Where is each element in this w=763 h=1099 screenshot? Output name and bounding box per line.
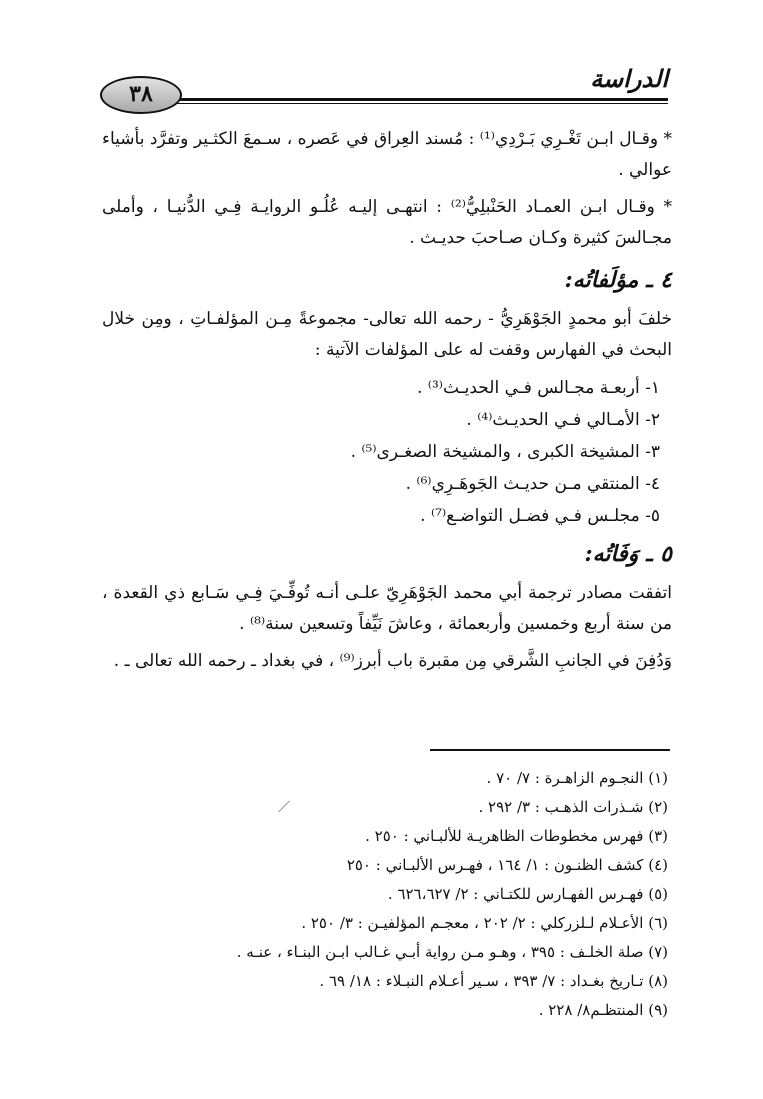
main-text: [102, 124, 672, 683]
footnote: (٨) تـاريخ بغـداد : ٧/ ٣٩٣ ، سـير أعـلام النبـلاء : ١٨/ ٦٩ .: [319, 972, 668, 990]
header-rule: [170, 98, 668, 101]
footnote: (١) النجـوم الزاهـرة : ٧/ ٧٠ .: [486, 769, 668, 787]
section-heading-works: ٤ ـ مؤلَفاتُه:: [564, 267, 672, 293]
footnote: (٧) صلة الخلـف : ٣٩٥ ، وهـو مـن رواية أبـي غـالب ابـن البنـاء ، عنـه .: [236, 943, 668, 961]
list-item: ١- أربعـة مجـالس فـي الحديـث⁽³⁾ .: [416, 378, 660, 398]
footnote: (٤) كشف الظنـون : ١/ ١٦٤ ، فهـرس الألبـاني : ٢٥٠: [346, 856, 668, 874]
section-label: الدراسة: [582, 64, 668, 93]
footnote: (٥) فهـرس الفهـارس للكتـاني : ٢/ ٦٢٦،٦٢٧ .: [387, 885, 668, 903]
list-item: ٤- المنتقي مـن حديـث الجَوهَـرِي⁽⁶⁾ .: [405, 474, 660, 494]
list-item: ٥- مجلـس فـي فضـل التواضـع⁽⁷⁾ .: [420, 506, 660, 526]
works-list: [102, 372, 672, 532]
header-rule-thin: [170, 103, 668, 104]
footnote-divider: [430, 749, 670, 751]
page-header: [100, 64, 668, 112]
page-number-badge: ٣٨: [100, 76, 182, 114]
quote-paragraph-1: * وقـال ابـن تَغْـرِي بَـرْدِي⁽¹⁾ : مُسند العِراق في عَصره ، سـمعَ الكثـير وتفرَّد بأشياء عوالي .: [102, 129, 672, 180]
quote-paragraph-2: * وقـال ابـن العمـاد الحَنْبلِيُّ⁽²⁾ : انتهـى إليـه عُلُـو الروايـة فِـي الدُّنيـا ، وأملى مجـالسَ كثيرة وكـان صـاحبَ حديـث .: [102, 197, 672, 248]
footnote: (٦) الأعـلام لـلزركلي : ٢/ ٢٠٢ ، معجـم المؤلفيـن : ٣/ ٢٥٠ .: [301, 914, 668, 932]
death-paragraph-1: اتفقت مصادر ترجمة أبي محمد الجَوْهَرِيّ علـى أنـه تُوفِّـيَ فِـي سَـابع ذي القعدة ، من سنة أربع وخمسين وأربعمائة ، وعاشَ نَيِّفاً وتسعين سنة⁽⁸⁾ .: [102, 583, 672, 634]
works-intro: خلفَ أبو محمدٍ الجَوْهَرِيُّ - رحمه الله تعالى- مجموعةً مِـن المؤلفـاتِ ، ومِن خلال البحث في الفهارس وقفت له على المؤلفات الآتية :: [102, 309, 672, 360]
footnote: (٢) شـذرات الذهـب : ٣/ ٢٩٢ .: [478, 798, 668, 816]
footnotes: [102, 764, 668, 1025]
section-heading-death: ٥ ـ وَفَاتُه:: [584, 541, 672, 567]
death-paragraph-2: وَدُفِنَ في الجانبِ الشَّرقي مِن مقبرة باب أبرز⁽⁹⁾ ، في بغداد ـ رحمه الله تعالى ـ .: [113, 651, 672, 671]
list-item: ٣- المشيخة الكبرى ، والمشيخة الصغـرى⁽⁵⁾ .: [350, 442, 660, 462]
footnote: (٣) فهرس مخطوطات الظاهريـة للألبـاني : ٢٥٠ .: [365, 827, 668, 845]
footnote: (٩) المنتظـم٨/ ٢٢٨ .: [538, 1001, 668, 1019]
list-item: ٢- الأمـالي فـي الحديـث⁽⁴⁾ .: [466, 410, 660, 430]
